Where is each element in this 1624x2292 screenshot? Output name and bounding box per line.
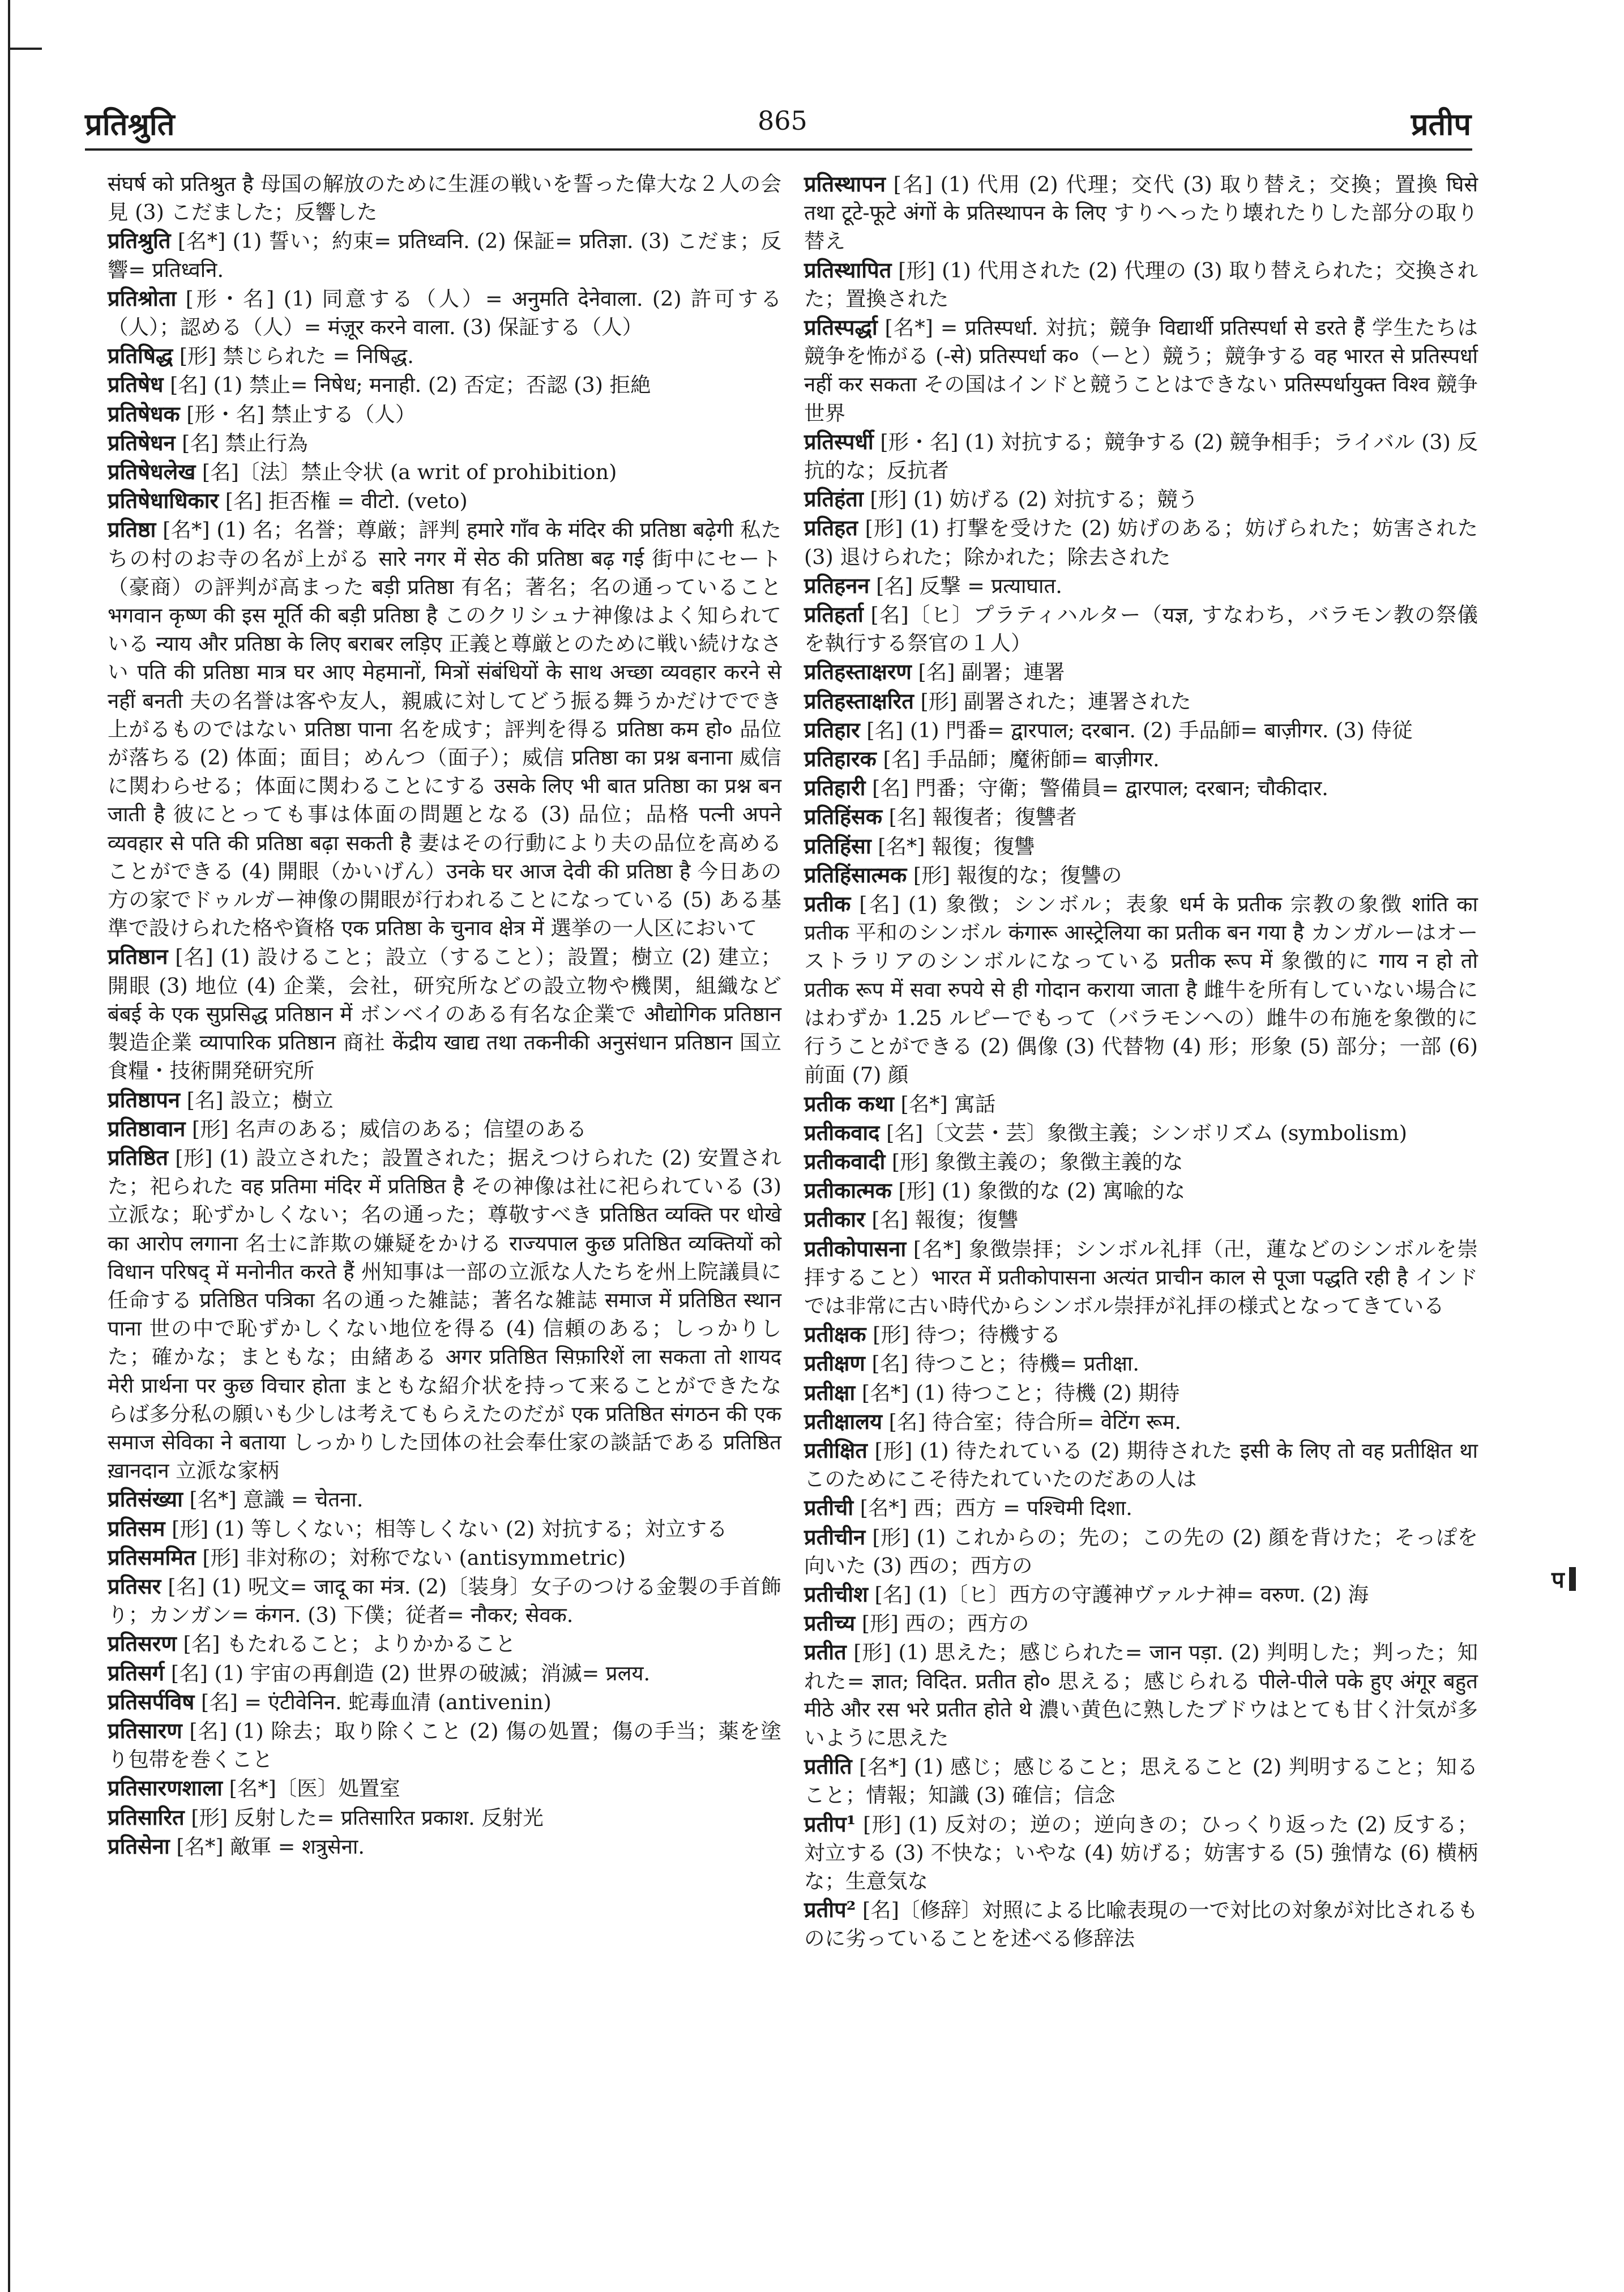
entry-definition: [名] = एंटीवेनिन. 蛇毒血清 (antivenin)	[200, 1689, 552, 1714]
entry-headword: प्रतीति	[804, 1753, 852, 1779]
dictionary-entry	[108, 1115, 781, 1143]
dictionary-entry	[804, 1320, 1478, 1349]
dictionary-entry	[108, 400, 781, 429]
entry-headword: प्रतीक्षा	[804, 1379, 856, 1405]
dictionary-entry	[108, 1514, 781, 1543]
dictionary-entry	[804, 1378, 1478, 1407]
entry-headword: प्रतिष्ठान	[108, 944, 168, 970]
entry-definition: [名] (1) 宇宙の再創造 (2) 世界の破滅；消滅= प्रलय.	[170, 1661, 651, 1685]
entry-definition: [名] 反撃 = प्रत्याघात.	[876, 573, 1062, 598]
entry-definition: [名] 待つこと；待機= प्रतीक्षा.	[871, 1351, 1139, 1376]
entry-headword: प्रतीकात्मक	[804, 1177, 892, 1203]
dictionary-entry	[108, 1143, 781, 1485]
entry-definition: [形] (1) 思えた；感じられた= जान पड़ा. (2) 判明した；判った；知れた= ज्ञात; विदित. प्रतीत हो० 思える；感じられる पीले-पीले पके हुए अंगूर बहुत मीठे और रस भरे प्रतीत होते थे 濃い黄色に熟したブドウはとても甘く汁気が多いように思えた	[804, 1640, 1478, 1750]
dictionary-entry	[108, 1485, 781, 1514]
entry-definition: [名] (1) 除去；取り除くこと (2) 傷の処置；傷の手当；薬を塗り包帯を巻くこと	[108, 1718, 781, 1772]
entry-definition: [名]〔修辞〕対照による比喩表現の一で対比の対象が対比されるものに劣っていることを述べる修辞法	[804, 1898, 1478, 1951]
entry-definition: [名] 副署；連署	[918, 660, 1065, 685]
entry-headword: प्रतिहारक	[804, 746, 877, 772]
entry-definition: [形] 名声のある；威信のある；信望のある	[192, 1116, 587, 1141]
entry-definition: [名] (1) 代用 (2) 代理；交代 (3) 取り替え；交換；置換 घिसे तथा टूटे-फूटे अंगों के प्रतिस्थापन के लिए すりへったり壊れたりした部分の取り替え	[804, 172, 1478, 254]
entry-headword: प्रतीकवाद	[804, 1119, 880, 1145]
dictionary-entry	[804, 256, 1478, 313]
entry-definition: [名*] 意識 = चेतना.	[189, 1487, 364, 1512]
entry-headword: प्रतिसेना	[108, 1833, 170, 1859]
dictionary-entry	[804, 1407, 1478, 1436]
dictionary-entry	[804, 890, 1478, 1089]
entry-definition: [名] (1) 禁止= निषेध; मनाही. (2) 否定；否認 (3) 拒絶	[170, 373, 651, 398]
entry-definition: [名*] (1) 感じ；感じること；思えること (2) 判明すること；知ること；情報；知識 (3) 確信；信念	[804, 1755, 1478, 1808]
dictionary-entry	[108, 284, 781, 342]
entry-headword: प्रतिसंख्या	[108, 1486, 183, 1512]
dictionary-entry	[804, 716, 1478, 745]
entry-definition: [名] (1) 象徴；シンボル；表象 धर्म के प्रतीक 宗教の象徴 शांति का प्रतीक 平和のシンボル कंगारू आस्ट्रेलिया का प्रतीक बन गया है カンガルーはオーストラリアのシンボルになっている प्रतीक रूप में 象徴的に गाय न हो तो प्रतीक रूप में सवा रुपये से ही गोदान कराया जाता है 雌牛を所有していない場合にはわずか 1.25 ルピーでもって（バラモンへの）雌牛の布施を象徴的に行うことができる (2) 偶像 (3) 代替物 (4) 形；形象 (5) 部分；一部 (6) 前面 (7) 顔	[804, 892, 1478, 1087]
dictionary-entry	[804, 803, 1478, 831]
entry-headword: प्रतिसर्पविष	[108, 1688, 195, 1714]
entry-headword: प्रतिहिंसात्मक	[804, 861, 907, 887]
dictionary-entry	[108, 170, 781, 227]
right-column	[804, 170, 1478, 1953]
entry-definition: [形] 象徴主義の；象徴主義的な	[891, 1149, 1183, 1174]
thumb-index-letter: प	[1552, 1567, 1565, 1593]
dictionary-entry	[804, 1810, 1478, 1896]
dictionary-entry	[804, 1523, 1478, 1580]
dictionary-entry	[804, 1176, 1478, 1205]
dictionary-entry	[804, 1349, 1478, 1378]
dictionary-entry	[108, 1717, 781, 1774]
entry-definition: [名*] = प्रतिस्पर्धा. 対抗；競争 विद्यार्थी प्रतिस्पर्धा से डरते हैं 学生たちは競争を怖がる (-से) प्रतिस्पर्धा क०（ーと）競う；競争する वह भारत से प्रतिस्पर्धा नहीं कर सकता その国はインドと競うことはできない प्रतिस्पर्धायुक्त विश्व 競争世界	[804, 315, 1478, 425]
dictionary-entry	[804, 1205, 1478, 1234]
entry-headword: प्रतीकार	[804, 1206, 865, 1232]
header-first-word: प्रतिश्रुति	[85, 106, 175, 142]
left-column	[108, 170, 781, 1861]
dictionary-entry	[108, 1774, 781, 1803]
entry-definition: [名] (1) 門番= द्वारपाल; दरबान. (2) 手品師= बाज़ीगर. (3) 侍従	[866, 718, 1413, 742]
entry-definition: [名*] 報復；復讐	[878, 834, 1035, 859]
entry-headword: प्रतीचीश	[804, 1581, 868, 1607]
entry-headword: प्रतीक्षक	[804, 1321, 866, 1347]
dictionary-entry	[804, 313, 1478, 428]
entry-headword: प्रतिहस्ताक्षरण	[804, 659, 912, 685]
dictionary-entry	[804, 1609, 1478, 1638]
dictionary-entry	[108, 1688, 781, 1717]
entry-headword: प्रतिसरण	[108, 1631, 177, 1657]
entry-headword: प्रतीत	[804, 1639, 847, 1665]
dictionary-entry	[804, 861, 1478, 890]
entry-headword: प्रतिसममित	[108, 1544, 196, 1570]
entry-definition: [名*]〔医〕処置室	[229, 1776, 400, 1801]
entry-headword: प्रतिहार	[804, 716, 860, 742]
entry-headword: प्रतीकवादी	[804, 1148, 886, 1174]
entry-definition: [名*] (1) 名；名誉；尊厳；評判 हमारे गाँव के मंदिर की प्रतिष्ठा बढ़ेगी 私たちの村のお寺の名が上がる सारे नगर में सेठ की प्रतिष्ठा बढ़ गई 街中にセート（豪商）の評判が高まった बड़ी प्रतिष्ठा 有名；著名；名の通っていること भगवान कृष्ण की इस मूर्ति की बड़ी प्रतिष्ठा है このクリシュナ神像はよく知られている न्याय और प्रतिष्ठा के लिए बराबर लड़िए 正義と尊厳とのために戦い続けなさい पति की प्रतिष्ठा मात्र घर आए मेहमानों, मित्रों संबंधियों के साथ अच्छा व्यवहार करने से नहीं बनती 夫の名誉は客や友人，親戚に対してどう振る舞うかだけででき上がるものではない प्रतिष्ठा पाना 名を成す；評判を得る प्रतिष्ठा कम हो० 品位が落ちる (2) 体面；面目；めんつ（面子）；威信 प्रतिष्ठा का प्रश्न बनाना 威信に関わらせる；体面に関わることにする उसके लिए भी बात प्रतिष्ठा का प्रश्न बन जाती है 彼にとっても事は体面の問題となる (3) 品位；品格 पत्नी अपने व्यवहार से पति की प्रतिष्ठा बढ़ा सकती है 妻はその行動により夫の品位を高めることができる (4) 開眼（かいげん）उनके घर आज देवी की प्रतिष्ठा है 今日あの方の家でドゥルガー神像の開眼が行われることになっている (5) ある基準で設けられた格や資格 एक प्रतिष्ठा के चुनाव क्षेत्र में 選挙の一人区において	[108, 518, 781, 941]
entry-headword: प्रतीक्षण	[804, 1350, 865, 1376]
entry-definition: [形] (1) 設立された；設置された；据えつけられた (2) 安置された；祀られた वह प्रतिमा मंदिर में प्रतिष्ठित है その神像は社に祀られている (3) 立派な；恥ずかしくない；名の通った；尊敬すべき प्रतिष्ठित व्यक्ति पर धोखे का आरोप लगाना 名士に詐欺の嫌疑をかける राज्यपाल कुछ प्रतिष्ठित व्यक्तियों को विधान परिषद् में मनोनीत करते हैं 州知事は一部の立派な人たちを州上院議員に任命する प्रतिष्ठित पत्रिका 名の通った雑誌；著名な雑誌 समाज में प्रतिष्ठित स्थान पाना 世の中で恥ずかしくない地位を得る (4) 信頼のある；しっかりした；確かな；まともな；由緒ある अगर प्रतिष्ठित सिफ़ारिशें ला सकता तो शायद मेरी प्रार्थना पर कुछ विचार होता まともな紹介状を持って来ることができたならば多分私の願いも少しは考えてもらえたのだが एक प्रतिष्ठित संगठन की एक समाज सेविका ने बताया しっかりした団体の社会奉仕家の談話である प्रतिष्ठित ख़ानदान 立派な家柄	[108, 1145, 781, 1483]
dictionary-entry	[108, 1629, 781, 1658]
dictionary-entry	[804, 600, 1478, 658]
entry-headword: प्रतिस्थापित	[804, 257, 892, 283]
dictionary-entry	[804, 1493, 1478, 1522]
entry-definition: [形] (1) 象徴的な (2) 寓喩的な	[898, 1179, 1186, 1203]
entry-definition: [名*] 西；西方 = पश्चिमी दिशा.	[860, 1496, 1132, 1521]
page-number: 865	[758, 105, 807, 136]
entry-definition: [名] 設立；樹立	[186, 1087, 334, 1112]
dictionary-entry	[804, 571, 1478, 600]
entry-headword: प्रतिहिंसक	[804, 804, 883, 830]
dictionary-entry	[108, 942, 781, 1085]
entry-definition: [名] もたれること；よりかかること	[183, 1632, 516, 1657]
entry-headword: प्रतीची	[804, 1495, 854, 1521]
entry-definition: [名*] 象徴崇拝；シンボル礼拝（卍，蓮などのシンボルを崇拝すること）भारत में प्रतीकोपासना अत्यंत प्राचीन काल से पूजा पद्धति रही है インドでは非常に古い時代からシンボル崇拝が礼拝の様式となってきている	[804, 1236, 1478, 1318]
dictionary-entry	[804, 745, 1478, 774]
entry-headword: प्रतीप¹	[804, 1811, 856, 1837]
entry-definition: [名*] 寓話	[900, 1091, 996, 1116]
entry-headword: प्रतिष्ठा	[108, 517, 156, 543]
entry-headword: प्रतिसारणशाला	[108, 1775, 223, 1801]
entry-definition: [形] 副署された；連署された	[920, 689, 1191, 714]
entry-definition: [形] (1) これからの；先の；この先の (2) 顔を背けた；そっぽを向いた (3) 西の；西方の	[804, 1525, 1478, 1578]
entry-definition: [名*] (1) 誓い；約束= प्रतिध्वनि. (2) 保証= प्रतिज्ञा. (3) こだま；反響= प्रतिध्वनि.	[108, 229, 781, 282]
entry-headword: प्रतीक	[804, 891, 851, 917]
entry-headword: प्रतिसारित	[108, 1804, 185, 1830]
dictionary-entry	[804, 687, 1478, 716]
entry-headword: प्रतिहत	[804, 515, 858, 541]
entry-headword: प्रतिस्पर्धी	[804, 428, 874, 454]
entry-headword: प्रतीचीन	[804, 1523, 866, 1550]
header-rule	[85, 148, 1472, 151]
dictionary-entry	[108, 1659, 781, 1688]
entry-definition: [形] 反射した= प्रतिसारित प्रकाश. 反射光	[191, 1805, 544, 1830]
entry-definition: [名*] (1) 待つこと；待機 (2) 期待	[861, 1380, 1180, 1405]
dictionary-entry	[804, 1235, 1478, 1321]
entry-definition: [名] 報復；復讐	[871, 1207, 1019, 1232]
entry-definition: [名] 門番；守衛；警備員= द्वारपाल; दरबान; चौकीदार.	[872, 776, 1328, 801]
entry-definition: [形] (1) 待たれている (2) 期待された इसी के लिए तो वह प्रतीक्षित था このためにこそ待たれていたのだあの人は	[804, 1438, 1478, 1492]
dictionary-entry	[108, 342, 781, 370]
entry-definition: [名] 待合室；待合所= वेटिंग रूम.	[888, 1409, 1181, 1434]
entry-headword: प्रतिष्ठित	[108, 1144, 169, 1170]
entry-headword: प्रतिहारी	[804, 775, 866, 801]
entry-headword: प्रतिसारण	[108, 1717, 182, 1743]
entry-headword: प्रतिष्ठापन	[108, 1086, 181, 1112]
dictionary-entry	[108, 370, 781, 399]
dictionary-entry	[804, 1638, 1478, 1752]
dictionary-entry	[804, 428, 1478, 485]
entry-headword: प्रतिस्थापन	[804, 171, 886, 197]
entry-definition: [形] (1) 妨げる (2) 対抗する；競う	[870, 487, 1199, 512]
entry-definition: [名]〔文芸・芸〕象徴主義；シンボリズム (symbolism)	[886, 1120, 1407, 1145]
dictionary-entry	[804, 514, 1478, 571]
dictionary-entry	[804, 774, 1478, 803]
entry-definition: [形] (1) 反対の；逆の；逆向きの；ひっくり返った (2) 反する；対立する (3) 不快な；いやな (4) 妨げる；妨害する (5) 強情な (6) 横柄な；生意気な	[804, 1812, 1478, 1893]
dictionary-entry	[108, 227, 781, 284]
dictionary-entry	[804, 1752, 1478, 1809]
page-edge-line	[8, 0, 10, 2292]
dictionary-entry	[804, 832, 1478, 861]
entry-headword: प्रतीक्षित	[804, 1437, 867, 1463]
dictionary-entry	[804, 1147, 1478, 1176]
entry-definition: संघर्ष को प्रतिश्रुत है 母国の解放のために生涯の戦いを誓った偉大な２人の会見 (3) こだました；反響した	[108, 172, 781, 225]
dictionary-entry	[804, 1090, 1478, 1119]
dictionary-entry	[804, 1580, 1478, 1609]
dictionary-entry	[108, 458, 781, 486]
entry-headword: प्रतिहनन	[804, 572, 870, 598]
entry-headword: प्रतिहस्ताक्षरित	[804, 688, 914, 714]
entry-definition: [形] 待つ；待機する	[873, 1322, 1061, 1347]
entry-headword: प्रतिषिद्ध	[108, 343, 173, 369]
entry-headword: प्रतिहर्ता	[804, 601, 864, 628]
entry-definition: [名] (1) 設けること；設立（すること）；設置；樹立 (2) 建立；開眼 (3) 地位 (4) 企業，会社，研究所などの設立物や機関，組織など बंबई के एक सुप्रसिद्ध प्रतिष्ठान में ボンベイのある有名な企業で औद्योगिक प्रतिष्ठान 製造企業 व्यापारिक प्रतिष्ठान 商社 केंद्रीय खाद्य तथा तकनीकी अनुसंधान प्रतिष्ठान 国立食糧・技術開発研究所	[108, 945, 781, 1083]
dictionary-entry	[804, 170, 1478, 256]
entry-headword: प्रतीक कथा	[804, 1090, 894, 1116]
entry-headword: प्रतिसम	[108, 1515, 165, 1541]
dictionary-entry	[108, 515, 781, 942]
dictionary-entry	[108, 1086, 781, 1115]
dictionary-entry	[804, 658, 1478, 686]
entry-headword: प्रतीकोपासना	[804, 1235, 907, 1261]
entry-headword: प्रतिषेधाधिकार	[108, 488, 219, 514]
entry-definition: [形] 西の；西方の	[861, 1611, 1029, 1636]
dictionary-entry	[804, 1119, 1478, 1147]
entry-definition: [形] 非対称の；対称でない (antisymmetric)	[202, 1545, 626, 1570]
header-last-word: प्रतीप	[1411, 106, 1471, 142]
entry-headword: प्रतिश्रुति	[108, 228, 171, 254]
entry-definition: [名] 手品師；魔術師= बाज़ीगर.	[883, 747, 1160, 772]
entry-definition: [名] 拒否権 = वीटो. (veto)	[225, 489, 468, 514]
entry-definition: [名] 報復者；復讐者	[888, 805, 1077, 830]
dictionary-entry	[108, 1832, 781, 1861]
dictionary-entry	[804, 485, 1478, 514]
entry-headword: प्रतिषेधलेख	[108, 459, 196, 485]
entry-definition: [形] 禁じられた = निषिद्ध.	[179, 344, 414, 369]
page-header	[0, 0, 1624, 147]
thumb-index-tab	[1552, 1563, 1576, 1594]
entry-headword: प्रतीच्य	[804, 1610, 856, 1636]
dictionary-entry	[804, 1896, 1478, 1953]
dictionary-entry	[108, 1543, 781, 1572]
entry-definition: [名] (1) 呪文= जादू का मंत्र. (2)〔装身〕女子のつける金製の手首飾り；カンガン= कंगन. (3) 下僕；従者= नौकर; सेवक.	[108, 1574, 781, 1628]
entry-headword: प्रतिहंता	[804, 486, 864, 512]
entry-definition: [形・名] (1) 対抗する；競争する (2) 競争相手；ライバル (3) 反抗的な；反抗者	[804, 429, 1478, 483]
entry-headword: प्रतिश्रोता	[108, 285, 177, 311]
entry-headword: प्रतिषेधन	[108, 429, 176, 455]
dictionary-entry	[804, 1436, 1478, 1493]
entry-definition: [名] (1)〔ヒ〕西方の守護神ヴァルナ神= वरुण. (2) 海	[874, 1582, 1369, 1607]
entry-headword: प्रतिषेध	[108, 372, 164, 398]
dictionary-entry	[108, 1572, 781, 1629]
entry-headword: प्रतिषेधक	[108, 400, 180, 426]
entry-headword: प्रतिहिंसा	[804, 833, 871, 859]
thumb-index-bar	[1569, 1567, 1576, 1591]
entry-definition: [形] (1) 等しくない；相等しくない (2) 対抗する；対立する	[172, 1516, 728, 1541]
entry-headword: प्रतिसर्ग	[108, 1659, 165, 1685]
entry-headword: प्रतीक्षालय	[804, 1408, 883, 1434]
entry-headword: प्रतिसर	[108, 1573, 161, 1599]
entry-definition: [形] 報復的な；復讐の	[913, 863, 1122, 887]
entry-headword: प्रतिष्ठावान	[108, 1115, 186, 1141]
entry-headword: प्रतिस्पर्द्धा	[804, 314, 878, 340]
entry-definition: [名]〔ヒ〕プラティハルター（यज्ञ, すなわち，バラモン教の祭儀を執行する祭官の１人）	[804, 603, 1478, 656]
entry-headword: प्रतीप²	[804, 1897, 856, 1923]
entry-definition: [形] (1) 代用された (2) 代理の (3) 取り替えられた；交換された；置換された	[804, 258, 1478, 311]
dictionary-entry	[108, 1803, 781, 1832]
entry-definition: [名] 禁止行為	[182, 430, 308, 455]
entry-definition: [名]〔法〕禁止令状 (a writ of prohibition)	[202, 460, 617, 485]
dictionary-entry	[108, 486, 781, 515]
entry-definition: [形・名] (1) 同意する（人）= अनुमति देनेवाला. (2) 許可する（人）；認める（人）= मंज़ूर करने वाला. (3) 保証する（人）	[108, 286, 781, 340]
dictionary-entry	[108, 429, 781, 458]
entry-definition: [名*] 敵軍 = शत्रुसेना.	[176, 1834, 365, 1859]
entry-definition: [形] (1) 打撃を受けた (2) 妨げのある；妨げられた；妨害された (3) 退けられた；除かれた；除去された	[804, 516, 1478, 569]
entry-definition: [形・名] 禁止する（人）	[186, 402, 416, 426]
